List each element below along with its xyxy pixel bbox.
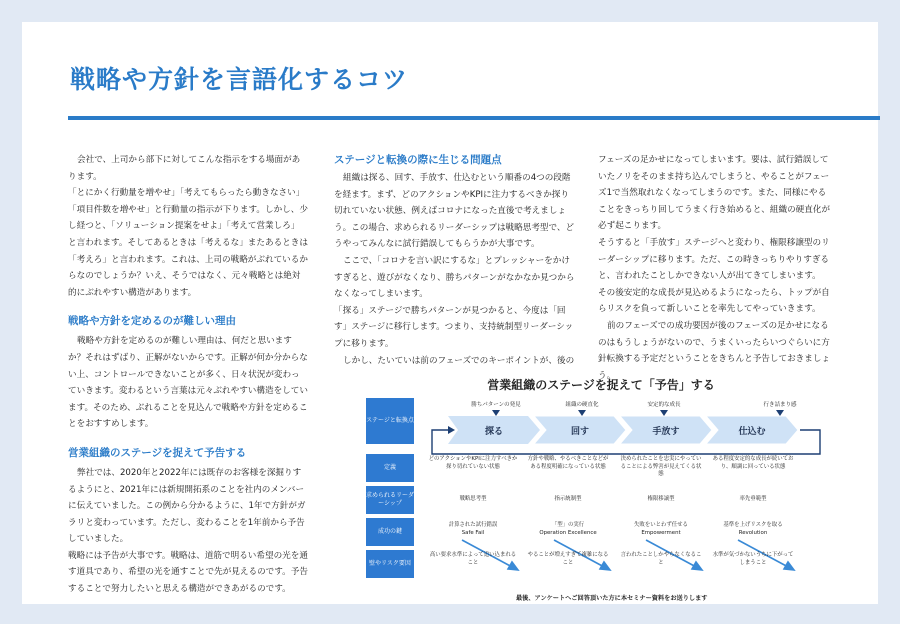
- section-heading: ステージと転換の際に生じる問題点: [334, 154, 502, 166]
- risk-cell: 言われたことしかやらなくなること: [620, 552, 702, 566]
- section-heading: 営業組織のステージを捉えて予告する: [68, 446, 247, 459]
- key-text: 計算された試行錯誤: [448, 522, 498, 528]
- stage-diagram: [366, 372, 836, 602]
- key-cell: [712, 522, 794, 537]
- paragraph: 前のフェーズでの成功要因が後のフェーズの足かせになるのはもうしょうがないので、うまくいったらいつぐらいに方針転換する予定だということをきちんと予告しておきましょう。: [598, 320, 831, 381]
- key-text: 失敗をいとわず任せる: [634, 522, 688, 528]
- key-text-en: Revolution: [738, 529, 768, 536]
- paragraph: 会社で、上司から部下に対してこんな指示をする場面があります。: [68, 155, 301, 182]
- key-text-en: Operation Excellence: [539, 529, 597, 536]
- row-label-stage: ステージと転換点: [366, 398, 414, 444]
- key-cell: [428, 522, 518, 537]
- key-text-en: Safe Fail: [461, 529, 485, 536]
- leadership-cell: 権限移譲型: [647, 496, 675, 502]
- paragraph: しかし、たいていは前のフェーズでのキーポイントが、後の: [343, 355, 575, 366]
- paragraph: 戦略には予告が大事です。戦略は、道筋で明るい希望の光を通す道具であり、希望の光を通すことで先が見えるのです。予告することで努力したいと思える構造ができあがるのです。: [68, 550, 308, 595]
- paragraph: 「とにかく行動量を増やせ」「考えてもらったら動きなさい」「項目件数を増やせ」と行動量の指示が下ります。しかし、少し経つと、「ソリューション提案をせよ」「考えて営業しろ」と言われます。そしてあるときは「考えるな」またあるときは「考えろ」と言われます。これは、上司の戦略がぶれているからなのでしょうか？いえ、そうではなく、元々戦略とは絶対的にぶれやすい構造があります。: [68, 188, 308, 298]
- leadership-cell: 指示統制型: [554, 496, 582, 502]
- definition-cell: ある程度安定的な成長が続いており、順調に回っている状態: [712, 456, 794, 470]
- risk-cell: 水準が気づかないうちに下がってしまうこと: [712, 552, 794, 566]
- section-heading: 戦略や方針を定めるのが難しい理由: [68, 315, 236, 328]
- stage-label: 仕込む: [738, 426, 766, 437]
- leadership-cell: 戦略思考型: [459, 496, 487, 502]
- key-cell: [618, 522, 704, 537]
- row-label-definition: 定義: [366, 454, 414, 482]
- risk-cell: 高い要求水準によって追い込まれること: [429, 552, 517, 566]
- key-text-en: Empowerment: [641, 529, 681, 536]
- stage-label: 探る: [484, 426, 503, 437]
- column-3: [598, 152, 834, 384]
- column-2: [334, 152, 576, 369]
- milestone-label: 安定的な成長: [647, 402, 681, 408]
- key-text: 「型」の実行: [551, 522, 585, 528]
- stage-label: 回す: [570, 426, 589, 437]
- diagram-footer-note: 最後、アンケートへご回答頂いた方に本セミナー資料をお送りします: [516, 595, 708, 602]
- column-1: [68, 152, 308, 598]
- paragraph: 戦略や方針を定めるのが難しい理由は、何だと思いますか？それはずばり、正解がないからです。正解が何か分からない上、コントロールできないことが多く、日々状況が変わっていきます。変わるという言葉は元々ぶれやすい構造をしています。そのため、ぶれることを見込んで戦略や方針を定めることをおすすめします。: [68, 336, 308, 430]
- stage-chevrons: [448, 416, 798, 444]
- risk-cell: やることが増えすぎて複雑になること: [527, 552, 609, 566]
- stage-chevron: [448, 416, 540, 444]
- definition-cell: どのアクションやKPIに注力すべきか探り切れていない状態: [428, 456, 518, 470]
- paragraph: フェーズの足かせになってしまいます。要は、試行錯誤していたノリをそのまま持ち込んでしまうと、やることがフェーズ1で当然取れなくなってしまうのです。また、同様にやることをきっちり回してうまく行き始めると、組織の硬直化が必ず起こります。: [598, 155, 831, 232]
- row-label-key: 成功の鍵: [366, 518, 414, 546]
- paragraph: 弊社では、2020年と2022年には既存のお客様を深掘りするようにと、2021年には新規開拓系のことを社内のメンバーに伝えていました。この例から分かるように、1年で方針がガラリと変わっています。ただし、変わることを1年前から予告していました。: [68, 467, 306, 545]
- row-label-leadership: 求められるリーダーシップ: [366, 486, 414, 514]
- paragraph: その後安定的な成長が見込めるようになったら、トップが自らリスクを負って新しいことを率先してやっていきます。: [598, 287, 830, 315]
- definition-cell: 決められたことを忠実にやっていることによる弊害が見えてくる状態: [620, 456, 702, 477]
- leadership-cell: 率先垂範型: [739, 496, 767, 502]
- page-title: 戦略や方針を言語化するコツ: [70, 65, 409, 94]
- diagram-title: 営業組織のステージを捉えて「予告」する: [487, 378, 715, 392]
- title-divider: [68, 116, 880, 120]
- paragraph: 「探る」ステージで勝ちパターンが見つかると、今度は「回す」ステージに移行します。つまり、支持統制型リーダーシップに移ります。: [334, 305, 574, 349]
- milestone-label: 勝ちパターンの発見: [471, 402, 521, 408]
- stage-chevron: [534, 416, 626, 444]
- milestone-label: 組織の硬直化: [565, 402, 599, 408]
- stage-label: 手放す: [652, 426, 680, 437]
- key-cell: [526, 522, 610, 537]
- row-label-risk: 壁やリスク要因: [366, 550, 414, 578]
- definition-cell: 方針や戦略、やるべきことなどがある程度明確になっている状態: [527, 456, 609, 470]
- key-text: 基準を上げリスクを取る: [723, 522, 783, 528]
- paragraph: ここで、「コロナを言い訳にするな」とプレッシャーをかけすぎると、遊びがなくなり、勝ちパターンがなかなか見つからなくなってしまいます。: [334, 255, 575, 300]
- milestone-label: 行き詰まり感: [763, 402, 797, 408]
- document-page: [22, 22, 878, 604]
- paragraph: 組織は探る、回す、手放す、仕込むという順番の4つの段階を経ます。まず、どのアクションやKPIに注力するべきか探り切れていない状態、例えばコロナになった直後で考えましょう。この場合、求められるリーダーシップは戦略思考型で、どうやってみんなに試行錯誤してもらうかが大事です。: [334, 173, 575, 250]
- stage-chevron: [706, 416, 798, 444]
- stage-chevron: [620, 416, 712, 444]
- paragraph: そうすると「手放す」ステージへと変わり、権限移譲型のリーダーシップに移ります。ただ、この時きっちりやりすぎると、言われたことしかできない人が出てきてしまいます。: [598, 237, 830, 282]
